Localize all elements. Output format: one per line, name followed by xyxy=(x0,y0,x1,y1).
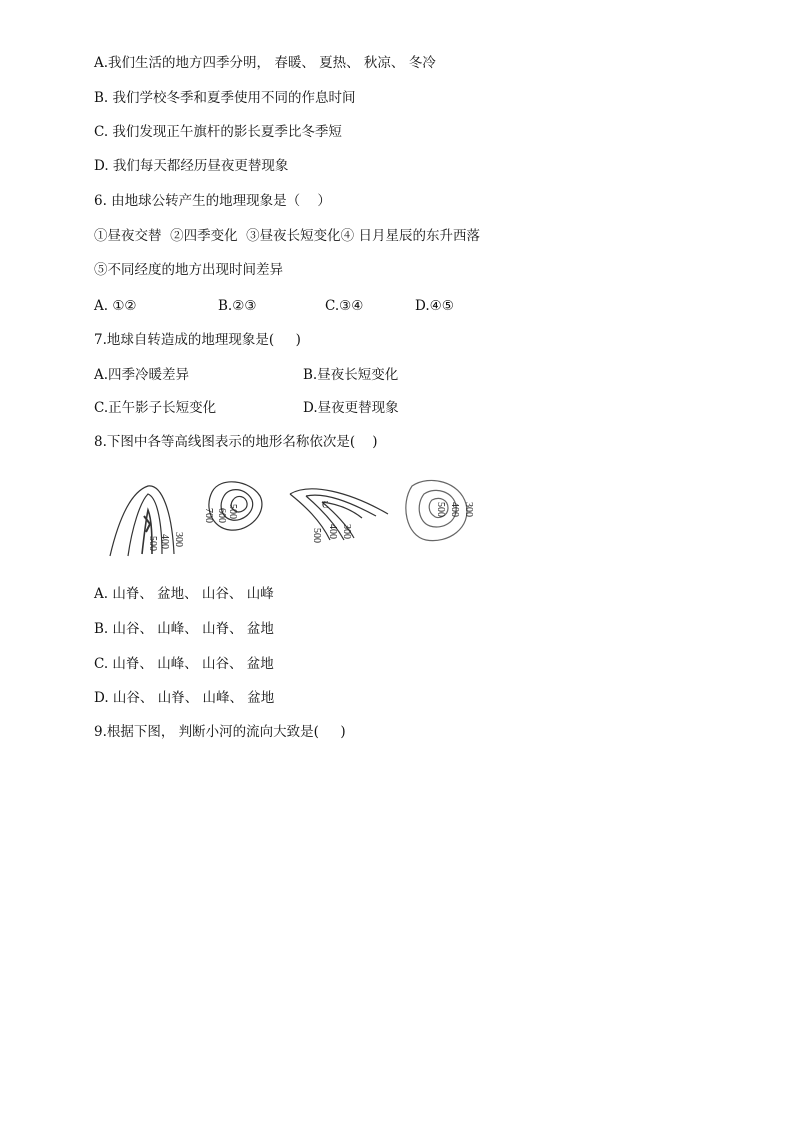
contour-maps-svg xyxy=(100,472,480,562)
m1-label-500: 500 xyxy=(147,536,158,551)
q8-stem: 8.下图中各等高线图表示的地形名称依次是( ) xyxy=(94,434,378,450)
q7-option-c: C.正午影子长短变化 xyxy=(94,400,217,416)
q8-option-b: B. 山谷、 山峰、 山脊、 盆地 xyxy=(94,621,274,637)
q6-items-line2: ⑤不同经度的地方出现时间差异 xyxy=(94,262,283,278)
q6-stem: 6. 由地球公转产生的地理现象是（ ） xyxy=(94,193,331,209)
contour-map-figure xyxy=(100,472,480,562)
q5-option-d: D. 我们每天都经历昼夜更替现象 xyxy=(94,158,289,174)
q8-option-a: A. 山脊、 盆地、 山谷、 山峰 xyxy=(94,586,274,602)
q6-items-line1: ①昼夜交替 ②四季变化 ③昼夜长短变化④ 日月星辰的东升西落 xyxy=(94,228,480,244)
m2-label-700: 700 xyxy=(203,508,214,523)
m3-label-300: 300 xyxy=(341,524,352,539)
q6-option-b: B.②③ xyxy=(218,298,257,314)
m3-label-500: 500 xyxy=(311,528,322,543)
q7-option-a: A.四季冷暖差异 xyxy=(94,367,190,383)
m3-label-400: 400 xyxy=(327,524,338,539)
m1-label-300: 300 xyxy=(173,532,184,547)
q6-option-c: C.③④ xyxy=(325,298,364,314)
m2-label-500: 500 xyxy=(227,504,238,519)
q6-option-d: D.④⑤ xyxy=(415,298,454,314)
m4-label-400: 400 xyxy=(449,502,460,517)
q5-option-c: C. 我们发现正午旗杆的影长夏季比冬季短 xyxy=(94,124,342,140)
q5-option-b: B. 我们学校冬季和夏季使用不同的作息时间 xyxy=(94,90,356,106)
q6-option-a: A. ①② xyxy=(94,298,137,314)
q5-option-a: A.我们生活的地方四季分明， 春暖、 夏热、 秋凉、 冬冷 xyxy=(94,55,436,71)
m1-label-400: 400 xyxy=(159,534,170,549)
m4-label-500: 500 xyxy=(435,502,446,517)
m2-label-600: 600 xyxy=(216,508,227,523)
m4-label-300: 300 xyxy=(463,502,474,517)
m3-letter-c: C xyxy=(322,500,329,511)
q8-option-d: D. 山谷、 山脊、 山峰、 盆地 xyxy=(94,690,275,706)
contour-map-3 xyxy=(290,489,388,540)
q7-option-d: D.昼夜更替现象 xyxy=(303,400,399,416)
q7-option-b: B.昼夜长短变化 xyxy=(303,367,399,383)
q9-stem: 9.根据下图， 判断小河的流向大致是( ) xyxy=(94,724,346,740)
q8-option-c: C. 山脊、 山峰、 山谷、 盆地 xyxy=(94,656,274,672)
q7-stem: 7.地球自转造成的地理现象是( ) xyxy=(94,332,301,348)
